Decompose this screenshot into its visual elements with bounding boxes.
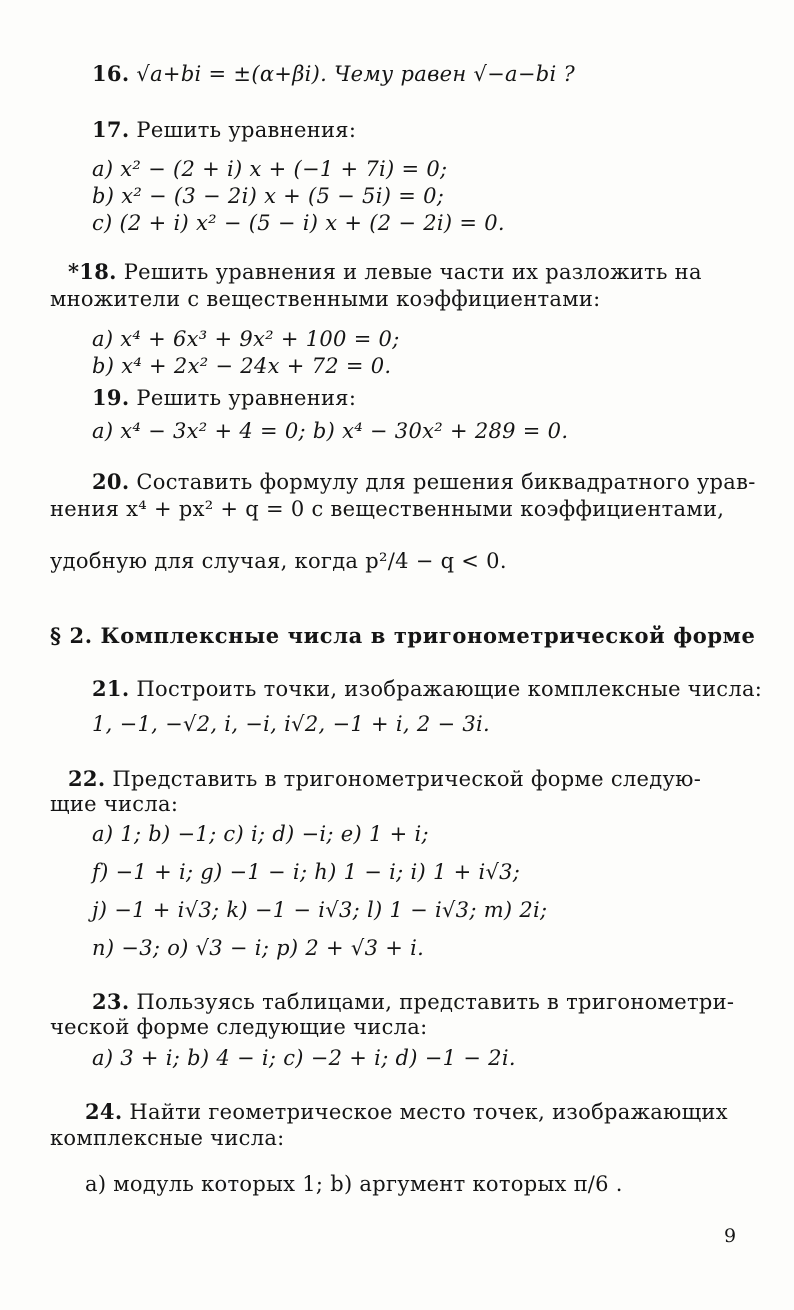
problem-number: *18. bbox=[68, 259, 117, 284]
problem-20-line2: нения x⁴ + px² + q = 0 с вещественными коэффициентами, bbox=[50, 497, 725, 521]
problem-16 bbox=[92, 60, 575, 88]
equation-item: c) (2 + i) x² − (5 − i) x + (2 − 2i) = 0. bbox=[92, 211, 505, 235]
problem-title: Решить уравнения: bbox=[136, 386, 357, 410]
number-row: a) 3 + i; b) 4 − i; c) −2 + i; d) −1 − 2i. bbox=[92, 1046, 516, 1070]
number-row: a) 1; b) −1; c) i; d) −i; e) 1 + i; bbox=[92, 822, 429, 846]
problem-18-line1 bbox=[68, 258, 702, 286]
problem-number: 20. bbox=[92, 469, 130, 494]
problem-21-line2: 1, −1, −√2, i, −i, i√2, −1 + i, 2 − 3i. bbox=[92, 712, 490, 736]
equation-item: b) x² − (3 − 2i) x + (5 − 5i) = 0; bbox=[92, 184, 445, 208]
problem-22-line1 bbox=[68, 765, 701, 793]
problem-text: Пользуясь таблицами, представить в тригонометри- bbox=[136, 990, 735, 1014]
problem-17-heading bbox=[92, 116, 356, 144]
problem-text: √a+bi = ±(α+βi). Чему равен √−a−bi ? bbox=[136, 62, 576, 86]
problem-number: 19. bbox=[92, 385, 130, 410]
number-row: n) −3; o) √3 − i; p) 2 + √3 + i. bbox=[92, 936, 425, 960]
problem-19-heading bbox=[92, 384, 356, 412]
problem-text: Представить в тригонометрической форме следую- bbox=[112, 767, 702, 791]
problem-23-line1 bbox=[92, 988, 734, 1016]
number-row: f) −1 + i; g) −1 − i; h) 1 − i; i) 1 + i√3; bbox=[92, 860, 521, 884]
equation-item: a) x² − (2 + i) x + (−1 + 7i) = 0; bbox=[92, 157, 448, 181]
equation-item: b) x⁴ + 2x² − 24x + 72 = 0. bbox=[92, 354, 392, 378]
equation-items: a) x⁴ − 3x² + 4 = 0; b) x⁴ − 30x² + 289 = 0. bbox=[92, 419, 569, 443]
page-number: 9 bbox=[724, 1225, 737, 1247]
equation-item: a) x⁴ + 6x³ + 9x² + 100 = 0; bbox=[92, 327, 400, 351]
problem-number: 17. bbox=[92, 117, 130, 142]
problem-22-line2: щие числа: bbox=[50, 792, 179, 816]
problem-20-line3: удобную для случая, когда p²/4 − q < 0. bbox=[50, 549, 507, 573]
problem-title: Решить уравнения: bbox=[136, 118, 357, 142]
problem-text: Построить точки, изображающие комплексные числа: bbox=[136, 677, 763, 701]
problem-24-line1 bbox=[85, 1098, 728, 1126]
problem-24-line2: комплексные числа: bbox=[50, 1126, 285, 1150]
section-heading: § 2. Комплексные числа в тригонометрической форме bbox=[50, 623, 756, 648]
problem-18-line2: множители с вещественными коэффициентами: bbox=[50, 287, 601, 311]
problem-number: 22. bbox=[68, 766, 106, 791]
problem-number: 24. bbox=[85, 1099, 123, 1124]
problem-number: 21. bbox=[92, 676, 130, 701]
problem-21-line1 bbox=[92, 675, 762, 703]
problem-text: Составить формулу для решения биквадратного урав- bbox=[136, 470, 756, 494]
problem-23-line2: ческой форме следующие числа: bbox=[50, 1015, 428, 1039]
problem-number: 23. bbox=[92, 989, 130, 1014]
problem-text: Решить уравнения и левые части их разложить на bbox=[123, 260, 702, 284]
problem-20-line1 bbox=[92, 468, 756, 496]
number-row: j) −1 + i√3; k) −1 − i√3; l) 1 − i√3; m) 2i; bbox=[92, 898, 548, 922]
problem-text: Найти геометрическое место точек, изображающих bbox=[129, 1100, 728, 1124]
problem-number: 16. bbox=[92, 61, 130, 86]
problem-24-items: a) модуль которых 1; b) аргумент которых π/6 . bbox=[85, 1172, 623, 1196]
